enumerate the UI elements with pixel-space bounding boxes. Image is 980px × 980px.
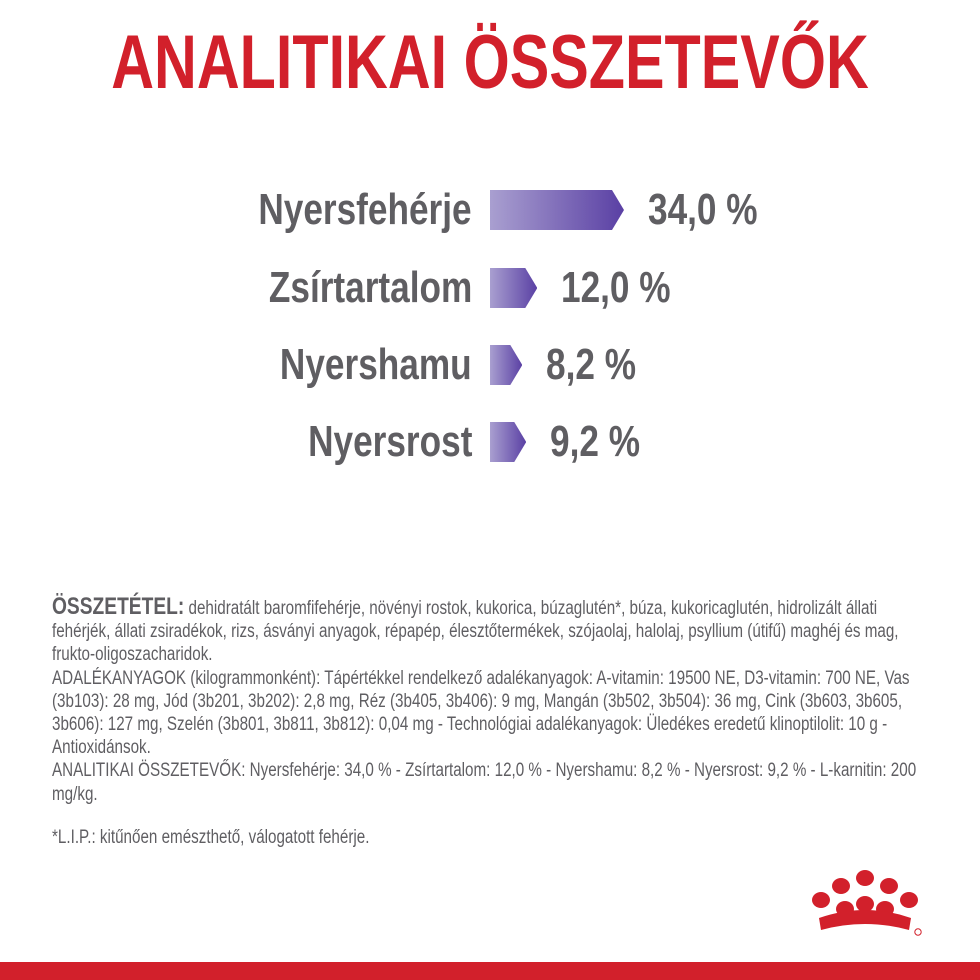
- nutrient-bar: [490, 268, 537, 308]
- nutrient-row: [0, 417, 980, 467]
- nutrient-label: Zsírtartalom: [268, 263, 472, 312]
- nutrient-value: 12,0 %: [561, 263, 671, 312]
- nutrient-bar: [490, 422, 526, 462]
- nutrient-value: 9,2 %: [550, 417, 641, 466]
- footnote: *L.I.P.: kitűnően emészthető, válogatott fehérje.: [52, 827, 370, 848]
- bottom-brand-band: [0, 962, 980, 980]
- nutrient-value: 8,2 %: [546, 340, 637, 389]
- nutrient-row: [0, 340, 980, 390]
- analytical-text: ANALITIKAI ÖSSZETEVŐK: Nyersfehérje: 34,0 % - Zsírtartalom: 12,0 % - Nyershamu: 8,2 % - Nyersrost: 9,2 % - L-karnitin: 200 mg/kg.: [52, 760, 917, 805]
- nutrient-label: Nyersrost: [307, 417, 472, 466]
- additives-text: ADALÉKANYAGOK (kilogrammonként): Tápértékkel rendelkező adalékanyagok: A-vitamin: 19500 NE, D3-vitamin: 700 NE, Vas (3b103): 28 mg, Jód (3b201, 3b202): 2,8 mg, Réz (3b405, 3b406): 9 mg, Mangán (3b502, 3b504): 36 mg, Cink (3b603, 3b605, 3b606): 127 mg, Szelén (3b801, 3b811, 3b812): 0,04 mg - Technológiai adalékanyagok: Üledékes eredetű klinoptilolit: 10 g - Antioxidánsok.: [52, 667, 910, 759]
- nutrient-row: [0, 185, 980, 235]
- composition-heading: ÖSSZETÉTEL:: [52, 593, 185, 620]
- nutrient-row: [0, 263, 980, 313]
- composition-block: [52, 595, 924, 806]
- nutrient-label: Nyersfehérje: [258, 185, 472, 234]
- nutrient-bar: [490, 345, 522, 385]
- royal-canin-crown-icon: [805, 868, 927, 940]
- nutrient-label: Nyershamu: [280, 340, 472, 389]
- nutrient-bar: [490, 190, 624, 230]
- ingredients-text: dehidratált baromfifehérje, növényi rostok, kukorica, búzaglutén*, búza, kukoricaglutén, hidrolizált állati fehérjék, állati zsiradékok, rizs, ásványi anyagok, répapép, élesztőtermékek, szójaolaj, halolaj, psyllium (útifű) maghéj és mag, frukto-oligoszacharidok.: [52, 598, 899, 666]
- page-title: ANALITIKAI ÖSSZETEVŐK: [111, 20, 869, 105]
- nutrient-value: 34,0 %: [648, 185, 758, 234]
